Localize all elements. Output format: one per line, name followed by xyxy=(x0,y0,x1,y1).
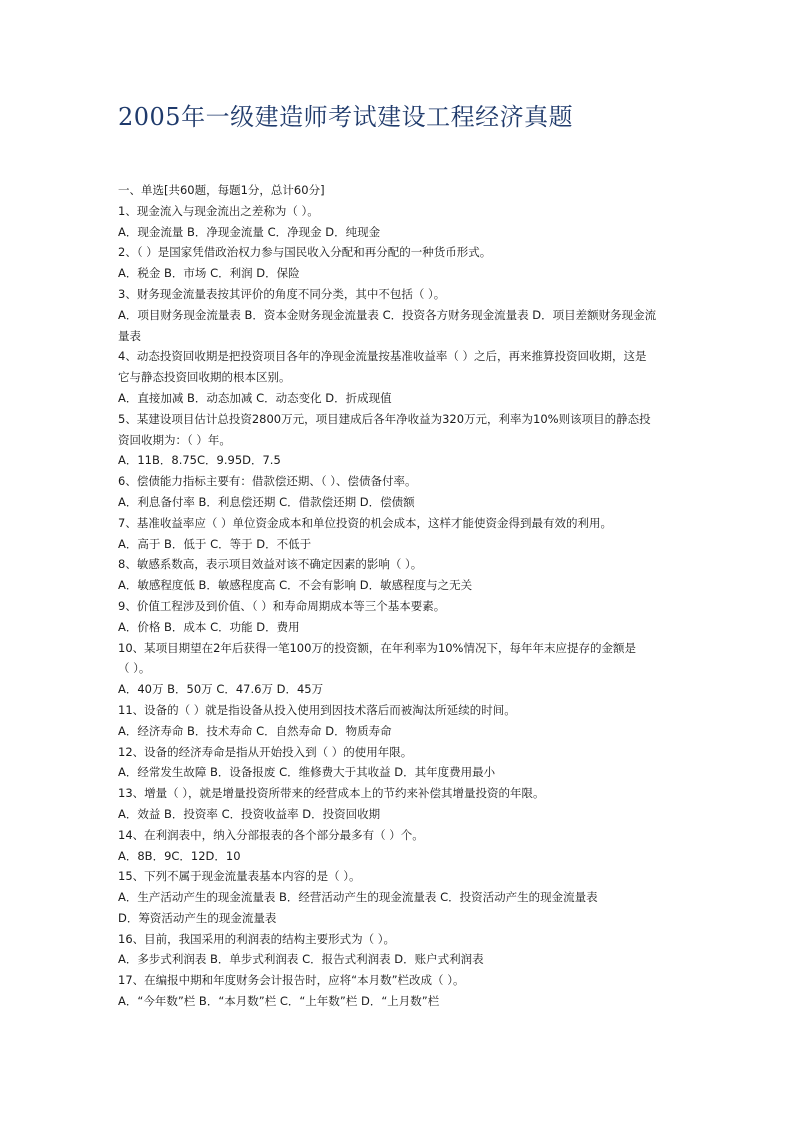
text-line: 13、增量（ ），就是增量投资所带来的经营成本上的节约来补偿其增量投资的年限。 xyxy=(118,786,545,801)
text-line: A．效益 B．投资率 C．投资收益率 D．投资回收期 xyxy=(118,806,381,821)
text-line: A．11B．8.75C．9.95D．7.5 xyxy=(118,453,281,468)
text-line: A．生产活动产生的现金流量表 B．经营活动产生的现金流量表 C．投资活动产生的现金流量表 xyxy=(118,890,598,905)
text-line: 5、某建设项目估计总投资2800万元，项目建成后各年净收益为320万元，利率为10%则该项目的静态投 xyxy=(118,411,651,426)
text-line: A．利息备付率 B．利息偿还期 C．借款偿还期 D．偿债额 xyxy=(118,494,415,509)
text-line: 11、设备的（ ）就是指设备从投入使用到因技术落后而被淘汰所延续的时间。 xyxy=(118,702,516,717)
text-line: 1、现金流入与现金流出之差称为（ ）。 xyxy=(118,203,319,218)
document-body xyxy=(118,180,680,1012)
text-line: 8、敏感系数高，表示项目效益对该不确定因素的影响（ ）。 xyxy=(118,557,423,572)
text-line: D．筹资活动产生的现金流量表 xyxy=(118,910,277,925)
document-title: 2005年一级建造师考试建设工程经济真题 xyxy=(118,103,574,131)
text-line: 3、财务现金流量表按其评价的角度不同分类，其中不包括（ ）。 xyxy=(118,286,446,301)
text-line: 它与静态投资回收期的根本区别。 xyxy=(118,370,291,385)
text-line: 14、在利润表中，纳入分部报表的各个部分最多有（ ）个。 xyxy=(118,827,424,842)
text-line: 6、偿债能力指标主要有：借款偿还期、（ ）、偿债备付率。 xyxy=(118,474,417,489)
text-line: A．税金 B．市场 C．利润 D．保险 xyxy=(118,266,300,281)
text-line: （ ）。 xyxy=(118,661,151,676)
text-line: A．价格 B．成本 C．功能 D．费用 xyxy=(118,619,300,634)
text-line: 量表 xyxy=(118,328,141,343)
text-line: A．项目财务现金流量表 B．资本金财务现金流量表 C．投资各方财务现金流量表 D．项目差额财务现金流 xyxy=(118,307,657,322)
text-line: 16、目前，我国采用的利润表的结构主要形式为（ ）。 xyxy=(118,931,396,946)
text-line: 10、某项目期望在2年后获得一笔100万的投资额，在年利率为10%情况下，每年年末应提存的金额是 xyxy=(118,640,636,655)
text-line: 12、设备的经济寿命是指从开始投入到（ ）的使用年限。 xyxy=(118,744,413,759)
text-line: A．直接加减 B．动态加减 C．动态变化 D．折成现值 xyxy=(118,390,392,405)
text-line: 7、基准收益率应（ ）单位资金成本和单位投资的机会成本，这样才能使资金得到最有效的利用。 xyxy=(118,515,612,530)
text-line: A．“今年数”栏 B．“本月数”栏 C．“上年数”栏 D．“上月数”栏 xyxy=(118,994,440,1009)
text-line: 9、价值工程涉及到价值、（ ）和寿命周期成本等三个基本要素。 xyxy=(118,598,446,613)
text-line: A．经常发生故障 B．设备报废 C．维修费大于其收益 D．其年度费用最小 xyxy=(118,765,496,780)
text-line: 一、单选[共60题，每题1分，总计60分] xyxy=(118,183,325,197)
text-line: 资回收期为：（ ）年。 xyxy=(118,432,231,447)
text-line: A．敏感程度低 B．敏感程度高 C．不会有影响 D．敏感程度与之无关 xyxy=(118,578,473,593)
text-line: 4、动态投资回收期是把投资项目各年的净现金流量按基准收益率（ ）之后，再来推算投资回收期，这是 xyxy=(118,349,647,364)
text-line: A．8B．9C．12D．10 xyxy=(118,848,241,863)
text-line: A．现金流量 B．净现金流量 C．净现金 D．纯现金 xyxy=(118,224,381,239)
text-line: A．多步式利润表 B．单步式利润表 C．报告式利润表 D．账户式利润表 xyxy=(118,952,484,967)
text-line: A．经济寿命 B．技术寿命 C．自然寿命 D．物质寿命 xyxy=(118,723,392,738)
text-line: 15、下列不属于现金流量表基本内容的是（ ）。 xyxy=(118,869,361,884)
text-line: A．40万 B．50万 C．47.6万 D．45万 xyxy=(118,682,324,697)
text-line: A．高于 B．低于 C．等于 D．不低于 xyxy=(118,536,312,551)
text-line: 17、在编报中期和年度财务会计报告时，应将“本月数”栏改成（ ）。 xyxy=(118,973,465,988)
text-line: 2、（ ）是国家凭借政治权力参与国民收入分配和再分配的一种货币形式。 xyxy=(118,245,492,260)
